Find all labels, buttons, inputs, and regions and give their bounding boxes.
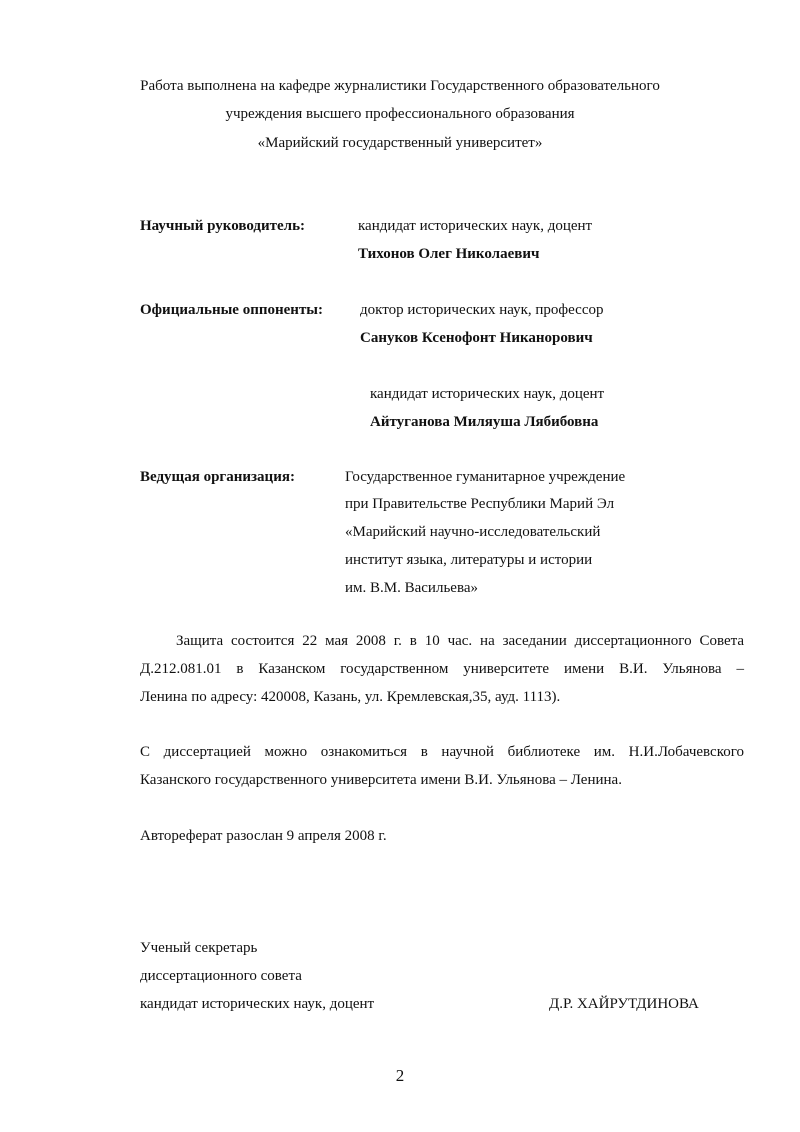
supervisor-degree: кандидат исторических наук, доцент [358,218,593,234]
opponent-1-degree: доктор исторических наук, профессор [360,302,604,318]
library-line-2: Казанского государственного университета имени В.И. Ульянова – Ленина. [140,772,622,788]
header-line-3: «Марийский государственный университет» [257,135,543,151]
secretary-line-3: кандидат исторических наук, доцент [140,996,375,1012]
defense-line-3: Ленина по адресу: 420008, Казань, ул. Кремлевская,35, ауд. 1113). [140,689,561,705]
defense-line-1: Защита состоится 22 мая 2008 г. в 10 час. на заседании диссертационного Совета [176,633,744,649]
secretary-line-1: Ученый секретарь [140,940,258,956]
header-line-2: учреждения высшего профессионального образования [225,106,575,122]
leading-org-line-4: институт языка, литературы и истории [345,552,593,568]
library-line-1: С диссертацией можно ознакомиться в научной библиотеке им. Н.И.Лобачевского [140,744,744,760]
sent-date: Автореферат разослан 9 апреля 2008 г. [140,828,387,844]
supervisor-label: Научный руководитель: [140,218,305,234]
leading-org-line-5: им. В.М. Васильева» [345,580,478,596]
secretary-line-2: диссертационного совета [140,968,302,984]
leading-org-label: Ведущая организация: [140,469,295,485]
page-number: 2 [395,1066,405,1085]
secretary-name: Д.Р. ХАЙРУТДИНОВА [549,996,699,1012]
supervisor-name: Тихонов Олег Николаевич [358,246,540,262]
leading-org-line-2: при Правительстве Республики Марий Эл [345,496,615,512]
opponent-2-name: Айтуганова Миляуша Лябибовна [370,414,599,430]
leading-org-line-3: «Марийский научно-исследовательский [345,524,601,540]
opponents-label: Официальные оппоненты: [140,302,324,318]
leading-org-line-1: Государственное гуманитарное учреждение [345,469,626,485]
opponent-2-degree: кандидат исторических наук, доцент [370,386,605,402]
header-line-1: Работа выполнена на кафедре журналистики Государственного образовательного [140,78,660,94]
opponent-1-name: Сануков Ксенофонт Никанорович [360,330,593,346]
defense-line-2: Д.212.081.01 в Казанском государственном университете имени В.И. Ульянова – [140,661,744,677]
